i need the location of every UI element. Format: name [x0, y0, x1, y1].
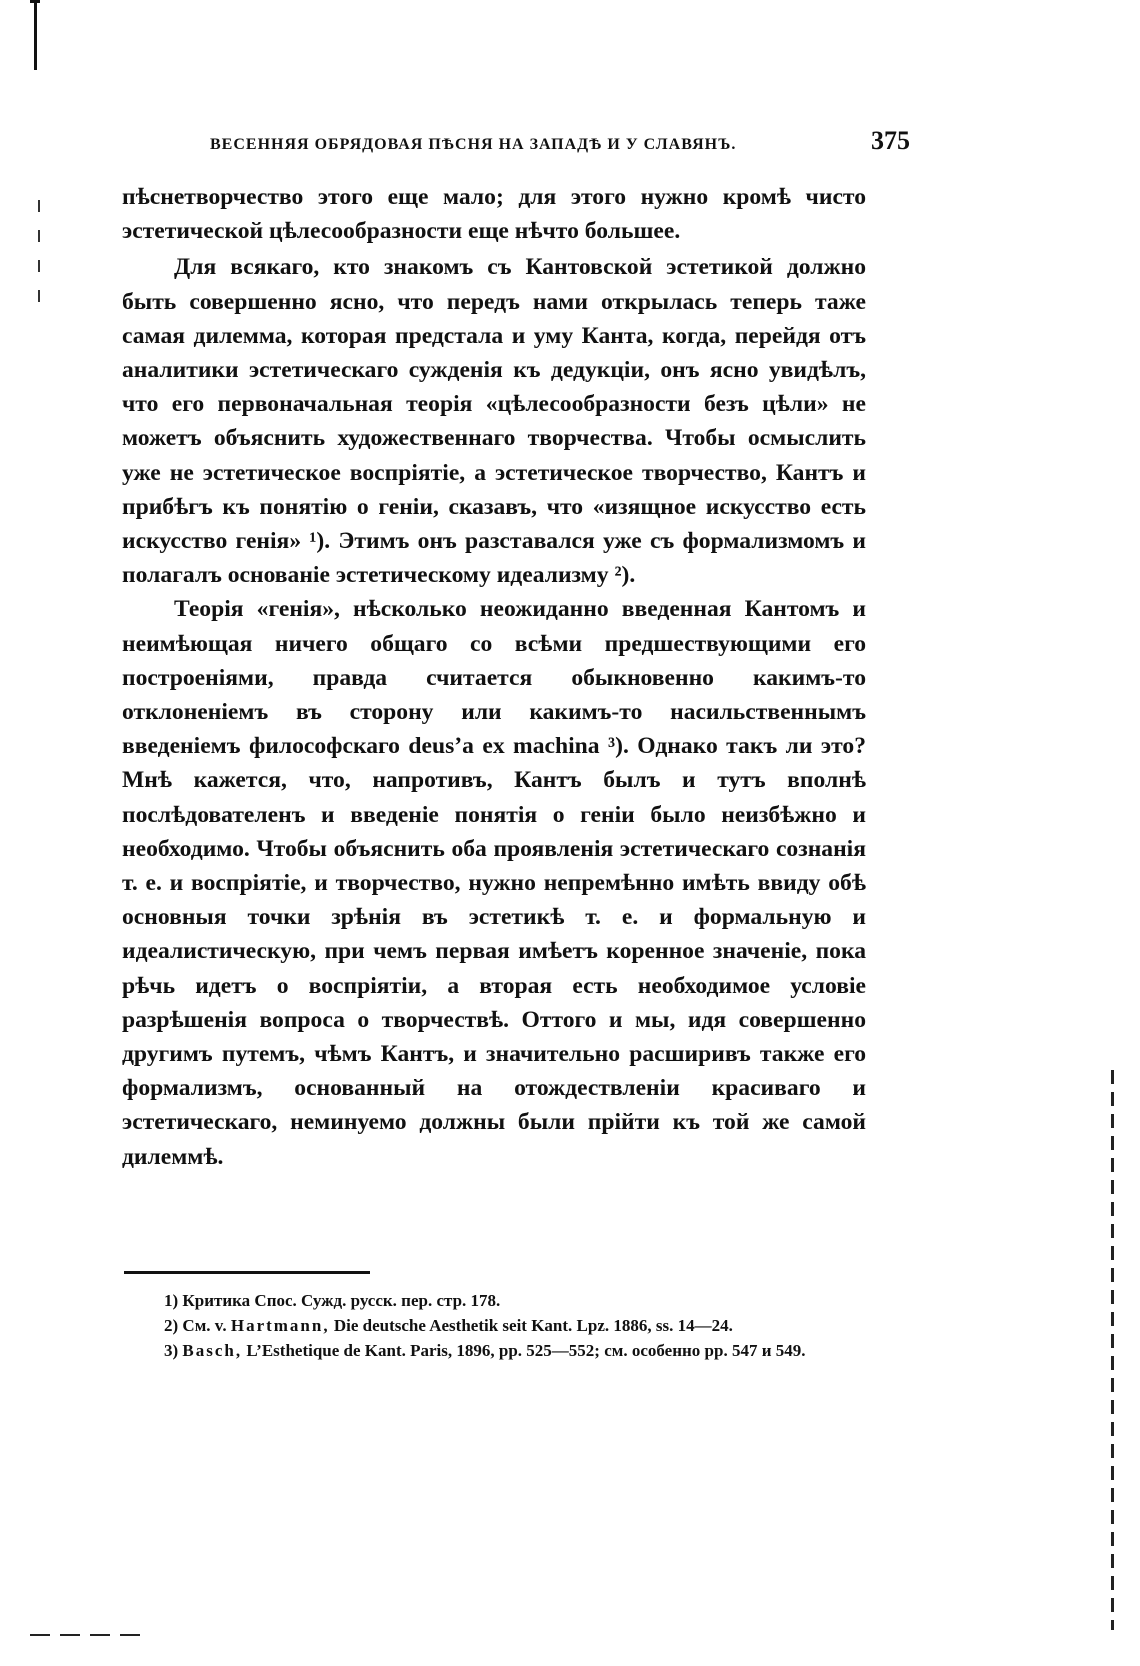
footnote-2-text: Die deutsche Aesthetik seit Kant. Lpz. 1886, ss. 14—24. [333, 1316, 733, 1335]
footnotes [122, 1288, 866, 1363]
page-number: 375 [871, 126, 910, 155]
footnote-2-author: Hartmann, [230, 1316, 330, 1335]
main-text [122, 180, 866, 1174]
running-title: ВЕСЕННЯЯ ОБРЯДОВАЯ ПѢСНЯ НА ЗАПАДѢ И У СЛАВЯНЪ. [210, 136, 737, 153]
footnote-3 [122, 1338, 866, 1363]
footnote-1 [122, 1288, 866, 1313]
footnote-2 [122, 1313, 866, 1338]
scan-artifact-right-edge [1111, 1070, 1114, 1630]
footnote-1-text: 1) Критика Спос. Сужд. русск. пер. стр. 178. [164, 1291, 501, 1310]
footnote-3-text: L’Esthetique de Kant. Paris, 1896, pp. 525—552; см. особенно рр. 547 и 549. [246, 1341, 806, 1360]
footnote-2-lead: 2) См. v. [164, 1316, 227, 1335]
footnote-3-lead: 3) [164, 1341, 179, 1360]
running-head [210, 126, 910, 156]
paragraph-kant-dilemma: Для всякаго, кто знакомъ съ Кантовской эстетикой должно быть совершенно ясно, что передъ нами открылась теперь таже самая дилемма, которая предстала и уму Канта, когда, перейдя отъ аналитики эстетическаго сужденія къ дедукціи, онъ ясно увидѣлъ, что его первоначальная теорія «цѣлесообразности безъ цѣли» не можетъ объяснить художественнаго творчества. Чтобы осмыслить уже не эстетическое воспріятіе, а эстетическое творчество, Кантъ и прибѣгъ къ понятію о геніи, сказавъ, что «изящное искусство есть искусство генія» ¹). Этимъ онъ разставался уже съ формализмомъ и полагалъ основаніе эстетическому идеализму ²). [122, 254, 866, 589]
paragraph-continuation: пѣснетворчество этого еще мало; для этого нужно кромѣ чисто эстетической цѣлесообразности еще нѣчто большее. [122, 184, 866, 245]
scan-artifact-left-margin [38, 200, 40, 320]
footnote-divider [124, 1271, 370, 1274]
footnote-3-author: Basch, [182, 1341, 243, 1360]
scan-artifact-corner-h [30, 0, 40, 3]
scan-artifact-corner [34, 0, 37, 70]
paragraph-theory-of-genius: Теорія «генія», нѣсколько неожиданно введенная Кантомъ и неимѣющая ничего общаго со всѣми предшествующими его построеніями, правда считается обыкновенно какимъ-то отклоненіемъ въ сторону или какимъ-то насильственнымъ введеніемъ философскаго deus’a ex machina ³). Однако такъ ли это? Мнѣ кажется, что, напротивъ, Кантъ былъ и тутъ вполнѣ послѣдователенъ и введеніе понятія о геніи было неизбѣжно и необходимо. Чтобы объяснить оба проявленія эстетическаго сознанія т. е. и воспріятіе, и творчество, нужно непремѣнно имѣть ввиду обѣ основныя точки зрѣнія въ эстетикѣ т. е. и формальную и идеалистическую, при чемъ первая имѣетъ коренное значеніе, пока рѣчь идетъ о воспріятіи, а вторая есть необходимое условіе разрѣшенія вопроса о творчествѣ. Оттого и мы, идя совершенно другимъ путемъ, чѣмъ Кантъ, и значительно расширивъ также его формализмъ, основанный на отождествленіи красиваго и эстетическаго, неминуемо должны были прійти къ той же самой дилеммѣ. [122, 596, 866, 1170]
scan-artifact-bottom [30, 1634, 140, 1636]
